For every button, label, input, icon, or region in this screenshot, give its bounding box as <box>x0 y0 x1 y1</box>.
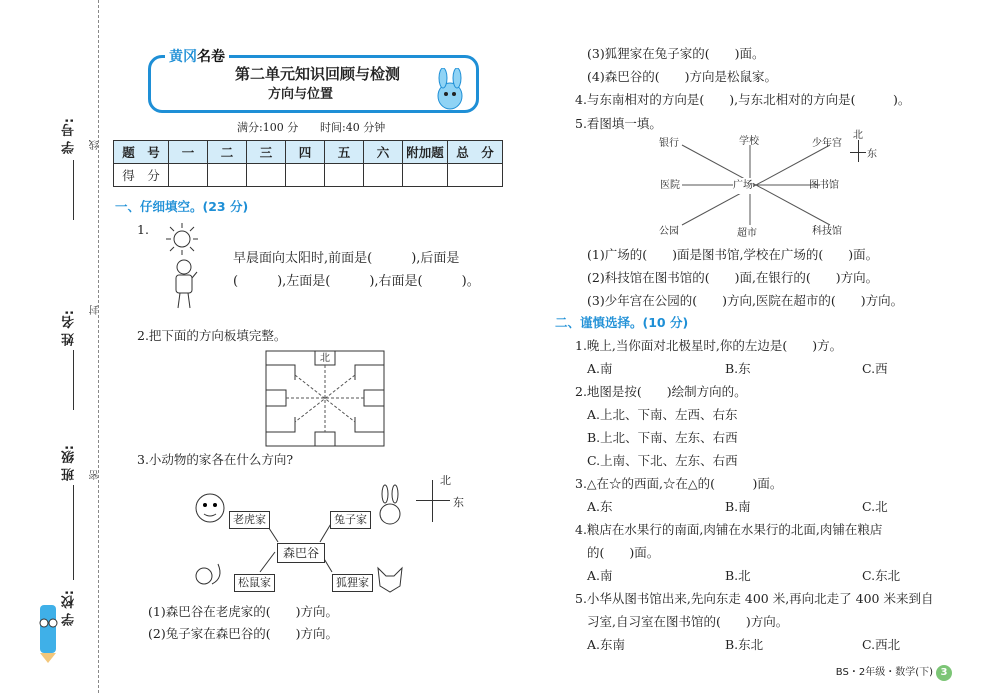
table-cell: 三 <box>247 141 286 164</box>
choice-q2-option-b[interactable]: B.上北、下南、左东、右西 <box>587 430 738 445</box>
board-north-label: 北 <box>320 353 330 364</box>
name-label: 姓 名: <box>62 310 77 346</box>
pencil-mascot-icon <box>28 595 68 665</box>
compass-horizontal <box>416 500 450 501</box>
name-field[interactable] <box>73 350 74 410</box>
school-field[interactable] <box>73 530 74 580</box>
q3-sub-4: (4)森巴谷的( )方向是松鼠家。 <box>587 69 777 84</box>
time-info: 时间:40 分钟 <box>320 121 386 134</box>
section-1-heading: 一、仔细填空。(23 分) <box>115 199 249 214</box>
footer-text: BS・2年级・数学(下) <box>835 667 933 678</box>
q3-sub-2: (2)兔子家在森巴谷的( )方向。 <box>148 626 338 641</box>
squirrel-icon <box>190 558 226 594</box>
class-label: 班 级: <box>62 445 77 481</box>
binding-dashed-line <box>98 0 99 693</box>
table-cell: 总 分 <box>448 141 503 164</box>
child-figure-icon <box>168 258 200 310</box>
q4-text: 4.与东南相对的方向是( ),与东北相对的方向是( )。 <box>575 92 911 107</box>
score-input-cell[interactable] <box>169 164 208 187</box>
sun-icon <box>165 222 199 256</box>
fox-home-label: 狐狸家 <box>332 574 373 592</box>
choice-q4-line-2: 的( )面。 <box>587 545 660 560</box>
choice-q1-option-a[interactable]: A.南 <box>587 361 613 376</box>
rabbit-icon <box>372 484 408 528</box>
compass-north-label: 北 <box>440 474 451 487</box>
choice-q3-option-a[interactable]: A.东 <box>587 499 613 514</box>
q3-text: 3.小动物的家各在什么方向? <box>137 452 294 467</box>
brand-logo: 黄冈名卷 <box>165 46 229 66</box>
choice-q4-option-c[interactable]: C.东北 <box>862 568 901 583</box>
q1-number: 1. <box>137 222 149 237</box>
choice-q5-line-1: 5.小华从图书馆出来,先向东走 400 米,再向北走了 400 米来到自 <box>575 591 934 606</box>
score-input-cell[interactable] <box>448 164 503 187</box>
q3-sub-3: (3)狐狸家在兔子家的( )面。 <box>587 46 765 61</box>
choice-q3-option-b[interactable]: B.南 <box>725 499 751 514</box>
map-square: 广场 <box>733 178 753 194</box>
map-library: 图书馆 <box>809 180 839 191</box>
section-2-heading: 二、谨慎选择。(10 分) <box>555 315 689 330</box>
table-cell: 二 <box>208 141 247 164</box>
q5-sub-1: (1)广场的( )面是图书馆,学校在广场的( )面。 <box>587 247 879 262</box>
choice-q1-option-c[interactable]: C.西 <box>862 361 888 376</box>
choice-q5-option-c[interactable]: C.西北 <box>862 637 901 652</box>
table-cell: 六 <box>364 141 403 164</box>
q3-sub-1: (1)森巴谷在老虎家的( )方向。 <box>148 604 338 619</box>
score-input-cell[interactable] <box>325 164 364 187</box>
choice-q5-line-2: 习室,自习室在图书馆的( )方向。 <box>587 614 789 629</box>
cut-mark-line: 线 <box>90 140 101 150</box>
table-cell: 题 号 <box>114 141 169 164</box>
q1-line-1: 早晨面向太阳时,前面是( ),后面是 <box>233 251 460 266</box>
page-title: 第二单元知识回顾与检测 <box>235 65 401 83</box>
table-cell: 五 <box>325 141 364 164</box>
q2-text: 2.把下面的方向板填完整。 <box>137 328 287 343</box>
score-input-cell[interactable] <box>364 164 403 187</box>
map-supermarket: 超市 <box>737 228 757 239</box>
map-hospital: 医院 <box>660 180 680 191</box>
map-bank: 银行 <box>659 138 679 149</box>
score-table-score-row <box>114 164 503 187</box>
q5-sub-3: (3)少年宫在公园的( )方向,医院在超市的( )方向。 <box>587 293 904 308</box>
full-score-info: 满分:100 分 <box>237 121 299 134</box>
q5-sub-2: (2)科技馆在图书馆的( )面,在银行的( )方向。 <box>587 270 879 285</box>
map-youth-palace: 少年宫 <box>812 138 842 149</box>
map-compass-horizontal <box>850 152 866 153</box>
tiger-home-label: 老虎家 <box>229 511 270 529</box>
rabbit-mascot-icon <box>425 68 475 116</box>
page-number: 3 <box>936 665 952 681</box>
table-cell: 得 分 <box>114 164 169 187</box>
score-input-cell[interactable] <box>286 164 325 187</box>
score-table <box>113 140 503 187</box>
choice-q5-option-b[interactable]: B.东北 <box>725 637 764 652</box>
choice-q4-line-1: 4.粮店在水果行的南面,肉铺在水果行的北面,肉铺在粮店 <box>575 522 883 537</box>
cut-mark-seal: 封 <box>90 305 101 315</box>
page-subtitle: 方向与位置 <box>268 87 334 102</box>
choice-q2-option-a[interactable]: A.上北、下南、左西、右东 <box>587 407 738 422</box>
choice-q5-option-a[interactable]: A.东南 <box>587 637 626 652</box>
tiger-icon <box>192 490 228 526</box>
choice-q2-option-c[interactable]: C.上南、下北、左东、右西 <box>587 453 738 468</box>
choice-q1: 1.晚上,当你面对北极星时,你的左边是( )方。 <box>575 338 843 353</box>
compass-vertical <box>432 480 433 522</box>
student-id-field[interactable] <box>73 160 74 220</box>
score-input-cell[interactable] <box>247 164 286 187</box>
compass-east-label: 东 <box>453 496 464 509</box>
fox-icon <box>372 562 408 596</box>
cut-mark-secret: 密 <box>90 470 101 480</box>
map-east-label: 东 <box>867 149 877 160</box>
forest-valley-label: 森巴谷 <box>277 543 325 563</box>
school-label: 学 校: <box>62 590 77 626</box>
score-input-cell[interactable] <box>403 164 448 187</box>
table-cell: 四 <box>286 141 325 164</box>
choice-q4-option-b[interactable]: B.北 <box>725 568 751 583</box>
student-id-label: 学 号: <box>62 118 77 154</box>
choice-q1-option-b[interactable]: B.东 <box>725 361 751 376</box>
map-park: 公园 <box>659 226 679 237</box>
table-cell: 一 <box>169 141 208 164</box>
map-school: 学校 <box>739 136 759 147</box>
choice-q3: 3.△在☆的西面,☆在△的( )面。 <box>575 476 783 491</box>
choice-q4-option-a[interactable]: A.南 <box>587 568 613 583</box>
q5-text: 5.看图填一填。 <box>575 116 662 131</box>
choice-q3-option-c[interactable]: C.北 <box>862 499 888 514</box>
rabbit-home-label: 兔子家 <box>330 511 371 529</box>
choice-q2: 2.地图是按( )绘制方向的。 <box>575 384 747 399</box>
table-cell: 附加题 <box>403 141 448 164</box>
score-table-header-row <box>114 141 503 164</box>
map-north-label: 北 <box>853 130 863 141</box>
q1-line-2: ( ),左面是( ),右面是( )。 <box>233 274 480 289</box>
squirrel-home-label: 松鼠家 <box>234 574 275 592</box>
score-input-cell[interactable] <box>208 164 247 187</box>
map-science-museum: 科技馆 <box>812 226 842 237</box>
page-footer <box>836 663 952 681</box>
